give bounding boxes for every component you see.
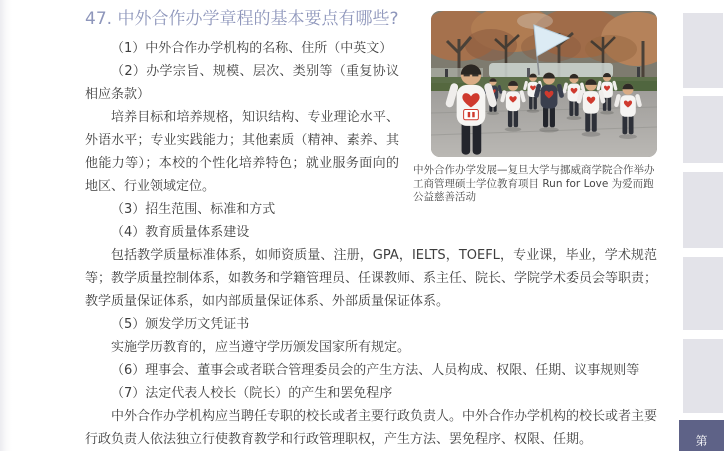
paragraph-11: 中外合作办学机构应当聘任专职的校长或者主要行政负责人。中外合作办学机构的校长或者主要行政负责人依法独立行使教育教学和行政管理职权，产生方法、罢免程序、权限、任期。 (85, 409, 658, 447)
paragraph-4: （3）招生范围、标准和方式 (111, 202, 276, 217)
figure-charity-run (413, 11, 657, 205)
chapter-thumb-tab (679, 420, 724, 451)
page-left-gutter (0, 0, 12, 451)
paragraph-5: （4）教育质量体系建设 (111, 225, 250, 240)
charity-run-photo (431, 11, 657, 157)
paragraph-1: （1）中外合作办学机构的名称、住所（中英文） (111, 41, 393, 56)
paragraph-6: 包括教学质量标准体系，如师资质量、注册，GPA，IELTS，TOEFL，专业课，毕业，学术规范等；教学质量控制体系，如教务和学籍管理员、任课教师、系主任、院长、学院学术委员会等职责；教学质量保证体系，如内部质量保证体系、外部质量保证体系。 (85, 248, 658, 309)
paragraph-8: 实施学历教育的，应当遵守学历颁发国家所有规定。 (111, 340, 411, 355)
page-content (85, 6, 657, 451)
photo-caption: 中外合作办学发展—复旦大学与挪威商学院合作举办工商管理硕士学位教育项目 Run for Love 为爱而跑公益慈善活动 (413, 164, 655, 203)
page-edge-sidebar (676, 0, 726, 451)
edge-tab-4 (683, 257, 723, 330)
question-title: 47. 中外合作办学章程的基本要点有哪些? (85, 9, 399, 29)
edge-tab-1 (683, 13, 723, 88)
edge-tab-2 (683, 96, 723, 163)
paragraph-7: （5）颁发学历文凭证书 (111, 317, 250, 332)
paragraph-9: （6）理事会、董事会或者联合管理委员会的产生方法、人员构成、权限、任期、议事规则等 (111, 363, 640, 378)
edge-tab-5 (683, 339, 723, 413)
paragraph-3: 培养目标和培养规格，知识结构、专业理论水平、外语水平；专业实践能力；其他素质（精神、素养、其他能力等）；本校的个性化培养特色；就业服务面向的地区、行业领域定位。 (85, 110, 399, 194)
paragraph-2: （2）办学宗旨、规模、层次、类别等（重复协议相应条款） (85, 64, 399, 102)
edge-tab-3 (683, 172, 723, 248)
paragraph-10: （7）法定代表人校长（院长）的产生和罢免程序 (111, 386, 393, 401)
charity-run-photo-illustration (431, 11, 657, 157)
chapter-tab-label: 第 (695, 434, 708, 448)
